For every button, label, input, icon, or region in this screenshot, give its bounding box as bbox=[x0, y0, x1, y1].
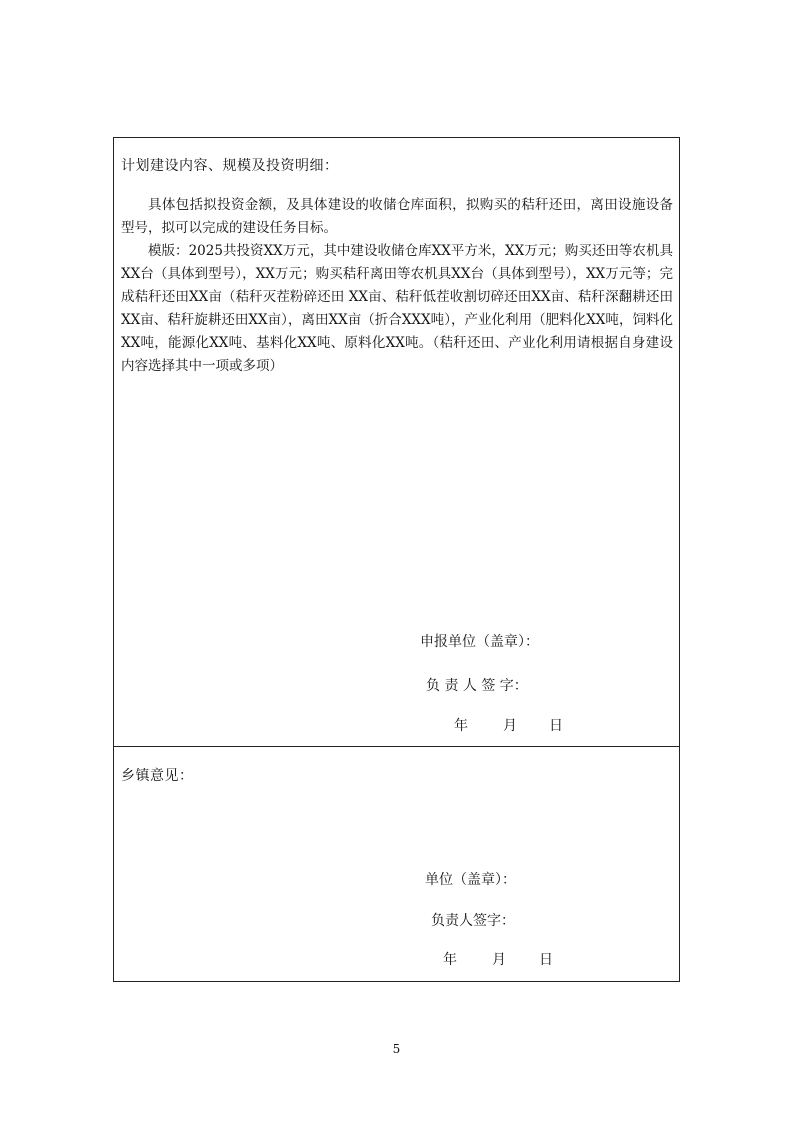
township-responsible-signature-label: 负责人签字： bbox=[431, 913, 515, 929]
plan-section bbox=[114, 138, 679, 747]
plan-section-content bbox=[121, 194, 673, 378]
plan-section-date bbox=[114, 715, 679, 735]
responsible-person-signature-label: 负 责 人 签 字： bbox=[426, 678, 528, 694]
application-form-table bbox=[113, 137, 680, 982]
applicant-unit-stamp-label: 申报单位（盖章）： bbox=[420, 634, 539, 650]
date-month: 月 bbox=[492, 952, 506, 968]
township-section-date bbox=[114, 949, 679, 969]
township-opinion-heading: 乡镇意见： bbox=[121, 768, 194, 784]
township-opinion-section bbox=[114, 747, 679, 983]
date-year: 年 bbox=[454, 718, 468, 734]
page-number: 5 bbox=[392, 1042, 401, 1056]
township-unit-stamp-label: 单位（盖章）： bbox=[425, 872, 516, 888]
date-month: 月 bbox=[503, 718, 517, 734]
plan-section-heading: 计划建设内容、规模及投资明细： bbox=[121, 158, 339, 174]
description-paragraph: 具体包括拟投资金额，及具体建设的收储仓库面积，拟购买的秸秆还田，离田设施设备型号，拟可以完成的建设任务目标。 bbox=[121, 197, 673, 236]
date-year: 年 bbox=[443, 952, 457, 968]
template-paragraph: 模版：2025共投资XX万元，其中建设收储仓库XX平方米，XX万元；购买还田等农机具XX台（具体到型号），XX万元；购买秸秆离田等农机具XX台（具体到型号），XX万元等；完成秸秆还田XX亩（秸秆灭茬粉碎还田 XX亩、秸秆低茬收割切碎还田XX亩、秸秆深翻耕还田XX亩、秸秆旋耕还田XX亩），离田XX亩（折合XXX吨），产业化利用（肥料化XX吨，饲料化XX吨，能源化XX吨、基料化XX吨、原料化XX吨。（秸秆还田、产业化利用请根据自身建设内容选择其中一项或多项） bbox=[121, 243, 673, 374]
date-day: 日 bbox=[549, 718, 563, 734]
date-day: 日 bbox=[539, 952, 553, 968]
